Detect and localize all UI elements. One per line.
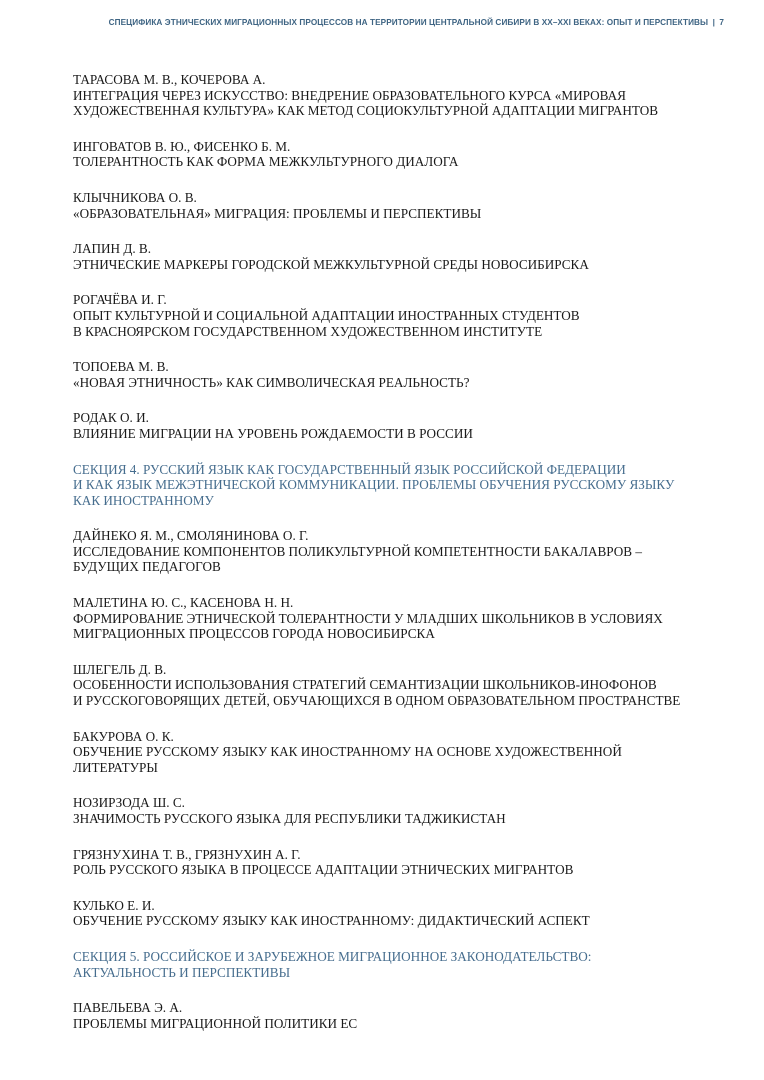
- entry-authors: КЛЫЧНИКОВА О. В.: [73, 189, 197, 205]
- entry-title-line: В КРАСНОЯРСКОМ ГОСУДАРСТВЕННОМ ХУДОЖЕСТВЕННОМ ИНСТИТУТЕ: [73, 323, 543, 339]
- toc-entry: [73, 292, 693, 339]
- page-number: 7: [719, 18, 724, 27]
- toc-entry: [73, 662, 693, 709]
- entry-authors: ШЛЕГЕЛЬ Д. В.: [73, 661, 167, 677]
- running-header-separator: |: [712, 18, 715, 27]
- toc-entry: [73, 359, 693, 390]
- section-heading-line: СЕКЦИЯ 4. РУССКИЙ ЯЗЫК КАК ГОСУДАРСТВЕННЫЙ ЯЗЫК РОССИЙСКОЙ ФЕДЕРАЦИИ: [73, 461, 626, 477]
- entry-title-line: ВЛИЯНИЕ МИГРАЦИИ НА УРОВЕНЬ РОЖДАЕМОСТИ В РОССИИ: [73, 425, 473, 441]
- toc-entry: [73, 241, 693, 272]
- entry-title-line: ОБУЧЕНИЕ РУССКОМУ ЯЗЫКУ КАК ИНОСТРАННОМУ: ДИДАКТИЧЕСКИЙ АСПЕКТ: [73, 913, 590, 929]
- running-header-title: СПЕЦИФИКА ЭТНИЧЕСКИХ МИГРАЦИОННЫХ ПРОЦЕССОВ НА ТЕРРИТОРИИ ЦЕНТРАЛЬНОЙ СИБИРИ В XX–XXI ВЕКАХ: ОПЫТ И ПЕРСПЕКТИВЫ: [108, 18, 709, 27]
- entry-title-line: ЗНАЧИМОСТЬ РУССКОГО ЯЗЫКА ДЛЯ РЕСПУБЛИКИ ТАДЖИКИСТАН: [73, 811, 506, 826]
- section-heading-line: АКТУАЛЬНОСТЬ И ПЕРСПЕКТИВЫ: [73, 964, 291, 980]
- entry-authors: ДАЙНЕКО Я. М., СМОЛЯНИНОВА О. Г.: [73, 528, 309, 544]
- toc-entry: [73, 595, 693, 642]
- entry-authors: РОГАЧЁВА И. Г.: [73, 292, 167, 308]
- entry-title-line: ХУДОЖЕСТВЕННАЯ КУЛЬТУРА» КАК МЕТОД СОЦИОКУЛЬТУРНОЙ АДАПТАЦИИ МИГРАНТОВ: [73, 103, 659, 119]
- section-heading: [73, 949, 693, 980]
- entry-title-line: ЛИТЕРАТУРЫ: [73, 759, 158, 775]
- entry-title-line: И РУССКОГОВОРЯЩИХ ДЕТЕЙ, ОБУЧАЮЩИХСЯ В ОДНОМ ОБРАЗОВАТЕЛЬНОМ ПРОСТРАНСТВЕ: [73, 693, 681, 709]
- entry-title-line: РОЛЬ РУССКОГО ЯЗЫКА В ПРОЦЕССЕ АДАПТАЦИИ ЭТНИЧЕСКИХ МИГРАНТОВ: [73, 862, 574, 878]
- entry-title-line: ЭТНИЧЕСКИЕ МАРКЕРЫ ГОРОДСКОЙ МЕЖКУЛЬТУРНОЙ СРЕДЫ НОВОСИБИРСКА: [73, 256, 589, 272]
- entry-title-line: ФОРМИРОВАНИЕ ЭТНИЧЕСКОЙ ТОЛЕРАНТНОСТИ У МЛАДШИХ ШКОЛЬНИКОВ В УСЛОВИЯХ: [73, 610, 663, 626]
- entry-title-line: «ОБРАЗОВАТЕЛЬНАЯ» МИГРАЦИЯ: ПРОБЛЕМЫ И ПЕРСПЕКТИВЫ: [73, 205, 482, 221]
- section-heading: [73, 462, 693, 509]
- entry-title-line: ОБУЧЕНИЕ РУССКОМУ ЯЗЫКУ КАК ИНОСТРАННОМУ НА ОСНОВЕ ХУДОЖЕСТВЕННОЙ: [73, 744, 622, 760]
- entry-authors: ЛАПИН Д. В.: [73, 241, 152, 257]
- entry-title-line: ОСОБЕННОСТИ ИСПОЛЬЗОВАНИЯ СТРАТЕГИЙ СЕМАНТИЗАЦИИ ШКОЛЬНИКОВ-ИНОФОНОВ: [73, 677, 657, 693]
- entry-authors: НОЗИРЗОДА Ш. С.: [73, 795, 185, 811]
- entry-title-line: ПРОБЛЕМЫ МИГРАЦИОННОЙ ПОЛИТИКИ ЕС: [73, 1015, 358, 1031]
- section-heading-line: СЕКЦИЯ 5. РОССИЙСКОЕ И ЗАРУБЕЖНОЕ МИГРАЦИОННОЕ ЗАКОНОДАТЕЛЬСТВО:: [73, 948, 592, 964]
- entry-authors: ТАРАСОВА М. В., КОЧЕРОВА А.: [73, 72, 266, 87]
- toc-entry: [73, 729, 693, 776]
- entry-title-line: БУДУЩИХ ПЕДАГОГОВ: [73, 559, 221, 575]
- toc-entry: [73, 1000, 693, 1031]
- toc-entry: [73, 898, 693, 929]
- entry-authors: ГРЯЗНУХИНА Т. В., ГРЯЗНУХИН А. Г.: [73, 846, 301, 862]
- toc-entry: [73, 847, 693, 878]
- running-header: [40, 18, 724, 27]
- entry-authors: БАКУРОВА О. К.: [73, 728, 174, 744]
- toc-entry: [73, 139, 693, 170]
- entry-title-line: МИГРАЦИОННЫХ ПРОЦЕССОВ ГОРОДА НОВОСИБИРСКА: [73, 626, 435, 642]
- entry-title-line: ОПЫТ КУЛЬТУРНОЙ И СОЦИАЛЬНОЙ АДАПТАЦИИ ИНОСТРАННЫХ СТУДЕНТОВ: [73, 307, 580, 323]
- table-of-contents: [73, 72, 693, 1051]
- entry-title-line: ИССЛЕДОВАНИЕ КОМПОНЕНТОВ ПОЛИКУЛЬТУРНОЙ КОМПЕТЕНТНОСТИ БАКАЛАВРОВ –: [73, 543, 642, 559]
- toc-entry: [73, 795, 693, 826]
- entry-authors: МАЛЕТИНА Ю. С., КАСЕНОВА Н. Н.: [73, 595, 294, 611]
- entry-authors: ТОПОЕВА М. В.: [73, 359, 169, 375]
- entry-authors: КУЛЬКО Е. И.: [73, 897, 155, 913]
- entry-title-line: «НОВАЯ ЭТНИЧНОСТЬ» КАК СИМВОЛИЧЕСКАЯ РЕАЛЬНОСТЬ?: [73, 374, 470, 390]
- toc-entry: [73, 190, 693, 221]
- section-heading-line: И КАК ЯЗЫК МЕЖЭТНИЧЕСКОЙ КОММУНИКАЦИИ. ПРОБЛЕМЫ ОБУЧЕНИЯ РУССКОМУ ЯЗЫКУ: [73, 477, 675, 493]
- toc-entry: [73, 410, 693, 441]
- entry-title-line: ИНТЕГРАЦИЯ ЧЕРЕЗ ИСКУССТВО: ВНЕДРЕНИЕ ОБРАЗОВАТЕЛЬНОГО КУРСА «МИРОВАЯ: [73, 87, 626, 103]
- toc-entry: [73, 72, 693, 119]
- entry-authors: РОДАК О. И.: [73, 410, 149, 426]
- entry-authors: ИНГОВАТОВ В. Ю., ФИСЕНКО Б. М.: [73, 138, 291, 154]
- toc-entry: [73, 528, 693, 575]
- section-heading-line: КАК ИНОСТРАННОМУ: [73, 492, 214, 508]
- entry-title-line: ТОЛЕРАНТНОСТЬ КАК ФОРМА МЕЖКУЛЬТУРНОГО ДИАЛОГА: [73, 154, 459, 170]
- entry-authors: ПАВЕЛЬЕВА Э. А.: [73, 1000, 183, 1016]
